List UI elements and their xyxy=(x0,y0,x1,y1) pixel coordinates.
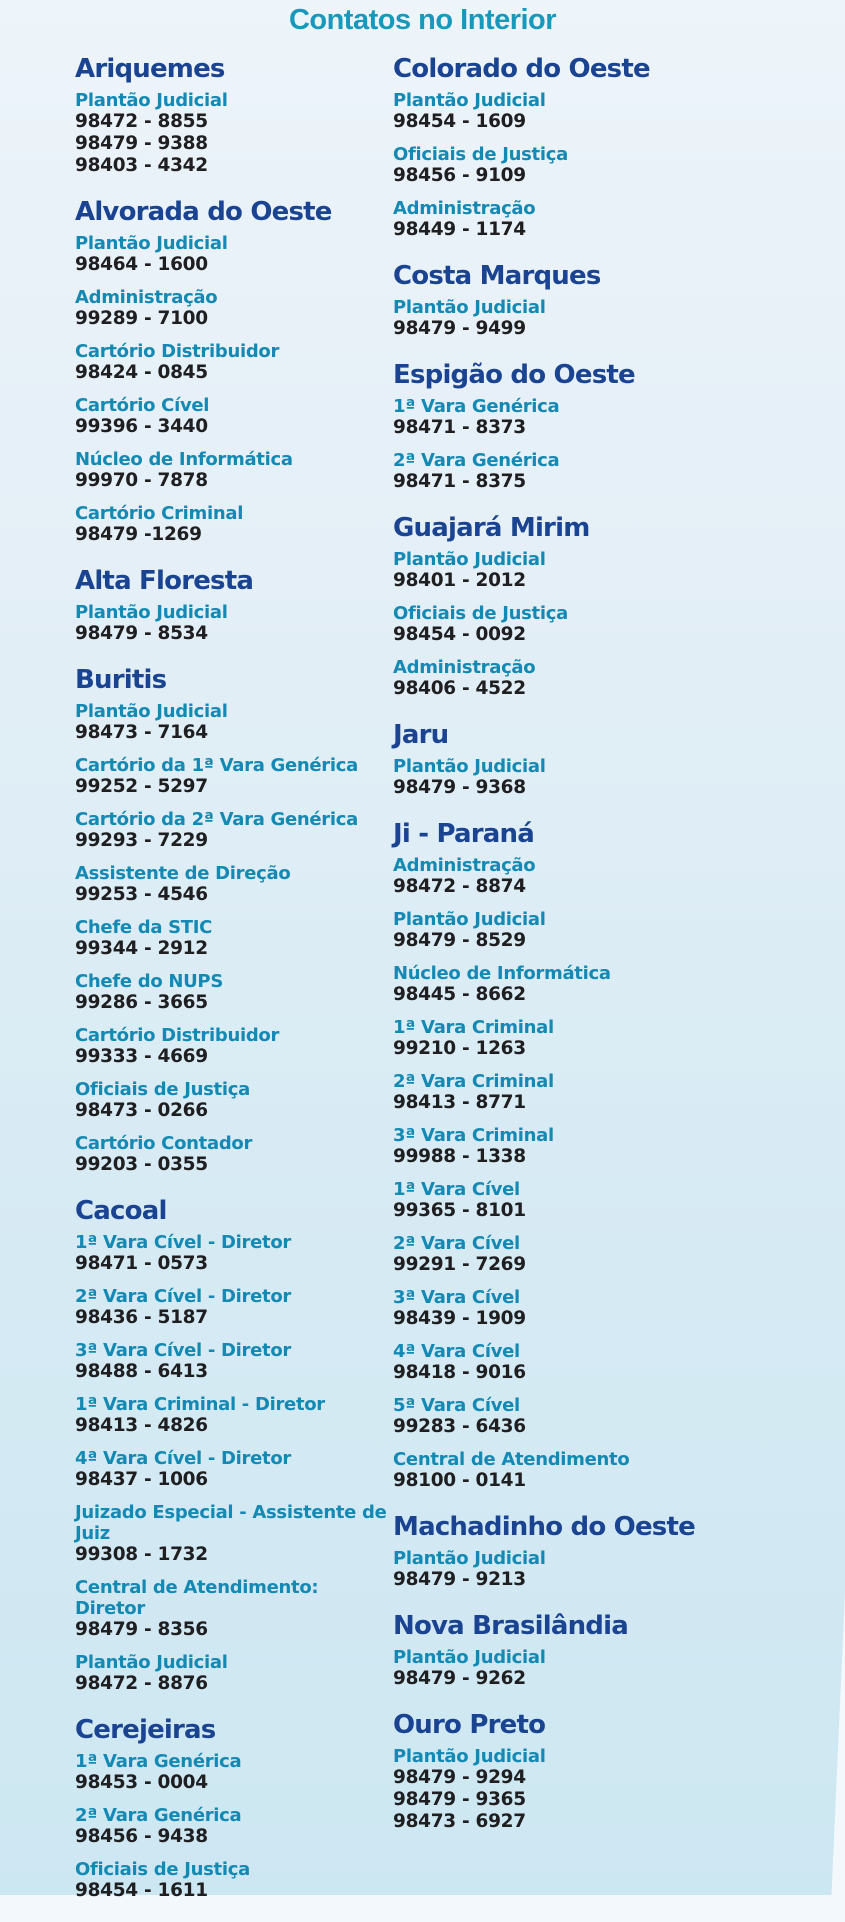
contact-label: Cartório da 1ª Vara Genérica xyxy=(75,755,358,776)
contact-entry xyxy=(393,1746,843,1833)
contact-label: Cartório da 2ª Vara Genérica xyxy=(75,809,358,830)
contact-phone-number: 98471 - 8375 xyxy=(393,471,526,492)
city-name: Ariquemes xyxy=(75,54,225,84)
contact-phone-number: 98453 - 0004 xyxy=(75,1772,208,1793)
contact-entry xyxy=(75,1025,390,1068)
city-section xyxy=(393,1512,843,1591)
contact-phone-number: 98437 - 1006 xyxy=(75,1469,208,1490)
contacts-column-left xyxy=(75,54,390,1922)
city-section xyxy=(393,261,843,340)
contact-entry xyxy=(75,233,390,276)
contact-label: 5ª Vara Cível xyxy=(393,1395,520,1416)
city-section xyxy=(393,1611,843,1690)
contact-entry xyxy=(393,1233,843,1276)
page-title: Contatos no Interior xyxy=(288,4,557,36)
contact-label: Juizado Especial - Assistente de Juiz xyxy=(75,1502,387,1544)
city-name: Ouro Preto xyxy=(393,1710,546,1740)
city-name: Alta Floresta xyxy=(75,566,254,596)
city-name: Alvorada do Oeste xyxy=(75,197,332,227)
contact-label: Cartório Cível xyxy=(75,395,210,416)
contact-label: Oficiais de Justiça xyxy=(75,1079,250,1100)
contact-label: 1ª Vara Criminal xyxy=(393,1017,554,1038)
contact-phone-number: 98479 - 8529 xyxy=(393,930,526,951)
contact-entry xyxy=(393,1179,843,1222)
city-name: Colorado do Oeste xyxy=(393,54,650,84)
contact-entry xyxy=(75,1652,390,1695)
contact-label: Assistente de Direção xyxy=(75,863,291,884)
contact-label: 1ª Vara Criminal - Diretor xyxy=(75,1394,325,1415)
contact-entry xyxy=(75,449,390,492)
contact-label: Plantão Judicial xyxy=(75,1652,228,1673)
contact-phone-number: 98464 - 1600 xyxy=(75,254,208,275)
contact-label: Cartório Criminal xyxy=(75,503,244,524)
contact-phone-number: 98479 - 9368 xyxy=(393,777,526,798)
contact-label: Plantão Judicial xyxy=(393,297,546,318)
contact-entry xyxy=(393,756,843,799)
contact-label: Plantão Judicial xyxy=(393,1647,546,1668)
contact-label: Plantão Judicial xyxy=(393,756,546,777)
contact-phone-number: 99203 - 0355 xyxy=(75,1154,208,1175)
contact-label: 1ª Vara Genérica xyxy=(75,1751,242,1772)
contacts-column-right xyxy=(393,54,843,1853)
contact-entry xyxy=(75,1859,390,1902)
city-name: Guajará Mirim xyxy=(393,513,590,543)
contact-label: 2ª Vara Genérica xyxy=(393,450,560,471)
contact-phone-number: 98445 - 8662 xyxy=(393,984,526,1005)
contact-entry xyxy=(393,1341,843,1384)
contact-phone-number: 98472 - 8876 xyxy=(75,1673,208,1694)
contact-entry xyxy=(393,297,843,340)
contact-entry xyxy=(393,909,843,952)
contact-label: Plantão Judicial xyxy=(75,90,228,111)
contact-entry xyxy=(393,963,843,1006)
contact-phone-number: 98403 - 4342 xyxy=(75,155,208,176)
contact-phone-number: 99988 - 1338 xyxy=(393,1146,526,1167)
contact-label: Cartório Contador xyxy=(75,1133,253,1154)
contact-label: Administração xyxy=(393,855,536,876)
contact-phone-number: 98100 - 0141 xyxy=(393,1470,526,1491)
contact-label: Núcleo de Informática xyxy=(75,449,293,470)
contact-phone-number: 99970 - 7878 xyxy=(75,470,208,491)
contact-label: 4ª Vara Cível - Diretor xyxy=(75,1448,291,1469)
contact-label: 2ª Vara Cível xyxy=(393,1233,520,1254)
contact-label: Plantão Judicial xyxy=(393,90,546,111)
contact-entry xyxy=(393,1647,843,1690)
contact-label: 3ª Vara Criminal xyxy=(393,1125,554,1146)
contact-entry xyxy=(75,1448,390,1491)
contact-entry xyxy=(75,971,390,1014)
contact-phone-number: 98479 - 8356 xyxy=(75,1619,208,1640)
contact-phone-number: 98471 - 8373 xyxy=(393,417,526,438)
contact-phone-number: 99396 - 3440 xyxy=(75,416,208,437)
contact-label: Plantão Judicial xyxy=(75,701,228,722)
contact-phone-number: 99308 - 1732 xyxy=(75,1544,208,1565)
contact-label: 1ª Vara Genérica xyxy=(393,396,560,417)
contact-label: Plantão Judicial xyxy=(75,233,228,254)
contact-label: 1ª Vara Cível - Diretor xyxy=(75,1232,291,1253)
contact-label: Núcleo de Informática xyxy=(393,963,611,984)
contact-entry xyxy=(393,549,843,592)
contact-entry xyxy=(75,341,390,384)
contact-entry xyxy=(75,602,390,645)
contact-label: 4ª Vara Cível xyxy=(393,1341,520,1362)
contact-phone-number: 99210 - 1263 xyxy=(393,1038,526,1059)
contact-phone-number: 98479 - 9499 xyxy=(393,318,526,339)
contact-entry xyxy=(393,1395,843,1438)
contact-phone-number: 98472 - 8874 xyxy=(393,876,526,897)
city-section xyxy=(393,513,843,700)
contact-entry xyxy=(393,90,843,133)
city-section xyxy=(75,54,390,177)
contact-label: Cartório Distribuidor xyxy=(75,341,280,362)
city-section xyxy=(393,720,843,799)
contact-entry xyxy=(393,198,843,241)
contact-entry xyxy=(393,603,843,646)
contact-entry xyxy=(393,855,843,898)
contact-phone-number: 98479 - 9213 xyxy=(393,1569,526,1590)
contact-label: Plantão Judicial xyxy=(75,602,228,623)
contact-phone-number: 98454 - 0092 xyxy=(393,624,526,645)
city-name: Ji - Paraná xyxy=(393,819,535,849)
contact-phone-number: 98424 - 0845 xyxy=(75,362,208,383)
contact-entry xyxy=(75,755,390,798)
contact-phone-number: 99289 - 7100 xyxy=(75,308,208,329)
contact-phone-number: 98413 - 4826 xyxy=(75,1415,208,1436)
city-section xyxy=(75,1715,390,1902)
city-name: Espigão do Oeste xyxy=(393,360,635,390)
contact-label: Oficiais de Justiça xyxy=(393,144,568,165)
contact-phone-number: 98436 - 5187 xyxy=(75,1307,208,1328)
contact-phone-number: 98479 - 9388 xyxy=(75,133,208,154)
contact-label: Plantão Judicial xyxy=(393,909,546,930)
contact-label: 2ª Vara Criminal xyxy=(393,1071,554,1092)
contact-label: Chefe do NUPS xyxy=(75,971,223,992)
contact-phone-number: 98454 - 1611 xyxy=(75,1880,208,1901)
contact-entry xyxy=(393,1287,843,1330)
contact-phone-number: 98449 - 1174 xyxy=(393,219,526,240)
contact-label: 2ª Vara Genérica xyxy=(75,1805,242,1826)
contact-label: Cartório Distribuidor xyxy=(75,1025,280,1046)
city-name: Buritis xyxy=(75,665,167,695)
contact-label: Administração xyxy=(75,287,218,308)
city-name: Costa Marques xyxy=(393,261,601,291)
contact-entry xyxy=(75,809,390,852)
city-section xyxy=(393,1710,843,1833)
city-section xyxy=(393,54,843,241)
contact-label: 3ª Vara Cível - Diretor xyxy=(75,1340,291,1361)
contact-entry xyxy=(75,1079,390,1122)
contact-phone-number: 98479 -1269 xyxy=(75,524,202,545)
contact-label: Administração xyxy=(393,657,536,678)
contact-phone-number: 99365 - 8101 xyxy=(393,1200,526,1221)
city-name: Cerejeiras xyxy=(75,1715,216,1745)
contact-phone-number: 98418 - 9016 xyxy=(393,1362,526,1383)
contact-entry xyxy=(75,917,390,960)
contact-entry xyxy=(75,1286,390,1329)
contact-phone-number: 99291 - 7269 xyxy=(393,1254,526,1275)
contact-entry xyxy=(75,1394,390,1437)
contact-label: Plantão Judicial xyxy=(393,1548,546,1569)
city-name: Machadinho do Oeste xyxy=(393,1512,695,1542)
contact-phone-number: 99283 - 6436 xyxy=(393,1416,526,1437)
contact-phone-number: 98406 - 4522 xyxy=(393,678,526,699)
city-name: Nova Brasilândia xyxy=(393,1611,628,1641)
city-section xyxy=(75,566,390,645)
contact-phone-number: 98454 - 1609 xyxy=(393,111,526,132)
city-section xyxy=(75,197,390,546)
contact-label: Oficiais de Justiça xyxy=(393,603,568,624)
city-name: Jaru xyxy=(393,720,449,750)
contact-phone-number: 98401 - 2012 xyxy=(393,570,526,591)
contact-phone-number: 98472 - 8855 xyxy=(75,111,208,132)
contact-phone-number: 98479 - 9262 xyxy=(393,1668,526,1689)
contact-phone-number: 98439 - 1909 xyxy=(393,1308,526,1329)
contact-label: Plantão Judicial xyxy=(393,549,546,570)
contact-entry xyxy=(393,1125,843,1168)
contact-entry xyxy=(393,1071,843,1114)
contact-entry xyxy=(75,701,390,744)
contact-entry xyxy=(393,1548,843,1591)
city-section xyxy=(393,360,843,493)
contact-entry xyxy=(75,1577,390,1641)
contact-entry xyxy=(75,90,390,177)
contact-entry xyxy=(75,287,390,330)
contact-entry xyxy=(75,503,390,546)
contact-phone-number: 99253 - 4546 xyxy=(75,884,208,905)
contact-entry xyxy=(393,1017,843,1060)
contact-phone-number: 99293 - 7229 xyxy=(75,830,208,851)
contact-entry xyxy=(75,1805,390,1848)
contact-phone-number: 98473 - 6927 xyxy=(393,1811,526,1832)
contact-entry xyxy=(75,1502,390,1566)
contact-phone-number: 98473 - 0266 xyxy=(75,1100,208,1121)
contact-entry xyxy=(393,144,843,187)
contact-phone-number: 98471 - 0573 xyxy=(75,1253,208,1274)
contact-label: Oficiais de Justiça xyxy=(75,1859,250,1880)
contact-phone-number: 98479 - 8534 xyxy=(75,623,208,644)
city-section xyxy=(75,665,390,1176)
contact-label: 1ª Vara Cível xyxy=(393,1179,520,1200)
city-section xyxy=(75,1196,390,1695)
contact-phone-number: 98413 - 8771 xyxy=(393,1092,526,1113)
contact-entry xyxy=(393,657,843,700)
contact-label: Central de Atendimento: Diretor xyxy=(75,1577,319,1619)
contact-label: Chefe da STIC xyxy=(75,917,213,938)
contact-entry xyxy=(75,1751,390,1794)
contact-label: Plantão Judicial xyxy=(393,1746,546,1767)
contact-entry xyxy=(75,395,390,438)
contact-phone-number: 98473 - 7164 xyxy=(75,722,208,743)
contact-label: Administração xyxy=(393,198,536,219)
contact-entry xyxy=(75,1232,390,1275)
contact-entry xyxy=(393,1449,843,1492)
contact-label: Central de Atendimento xyxy=(393,1449,630,1470)
contact-entry xyxy=(75,1340,390,1383)
contact-label: 3ª Vara Cível xyxy=(393,1287,520,1308)
contact-phone-number: 99286 - 3665 xyxy=(75,992,208,1013)
contact-entry xyxy=(75,1133,390,1176)
contact-phone-number: 99333 - 4669 xyxy=(75,1046,208,1067)
contact-phone-number: 98479 - 9365 xyxy=(393,1789,526,1810)
contact-phone-number: 98479 - 9294 xyxy=(393,1767,526,1788)
contact-phone-number: 99252 - 5297 xyxy=(75,776,208,797)
contact-phone-number: 98488 - 6413 xyxy=(75,1361,208,1382)
contact-entry xyxy=(393,396,843,439)
city-name: Cacoal xyxy=(75,1196,167,1226)
contact-phone-number: 98456 - 9109 xyxy=(393,165,526,186)
contact-entry xyxy=(75,863,390,906)
contact-entry xyxy=(393,450,843,493)
contact-label: 2ª Vara Cível - Diretor xyxy=(75,1286,291,1307)
contact-phone-number: 98456 - 9438 xyxy=(75,1826,208,1847)
city-section xyxy=(393,819,843,1492)
contact-phone-number: 99344 - 2912 xyxy=(75,938,208,959)
